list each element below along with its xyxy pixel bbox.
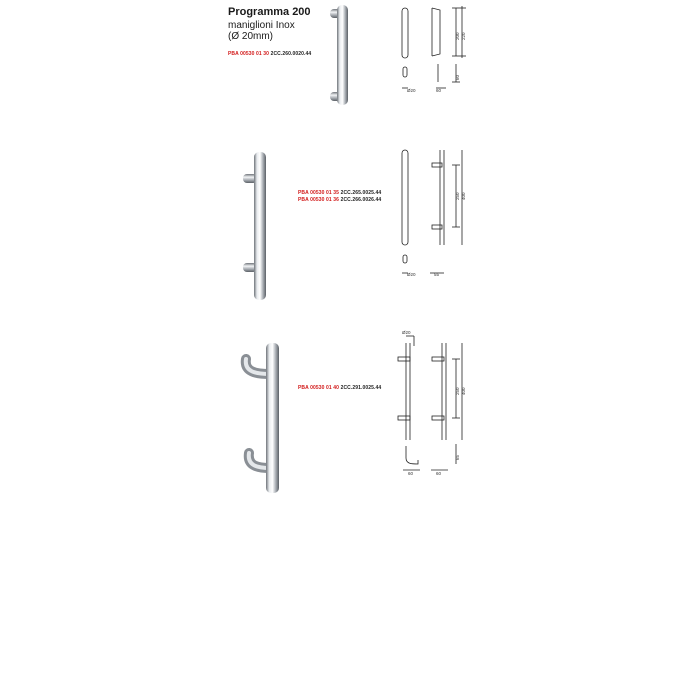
handle-bar <box>266 343 279 493</box>
dim-c: 65 <box>455 454 460 460</box>
dim-projection: 55 <box>434 272 440 277</box>
handle-bar <box>254 152 266 300</box>
article-code: 2CC.266.0026.44 <box>340 197 382 203</box>
dim-a: 250 <box>455 387 460 395</box>
handle-photo-1 <box>330 5 348 105</box>
dim-a: 200 <box>455 32 460 40</box>
handle-photo-2 <box>243 152 266 300</box>
order-code: PBA 00530 01 30 <box>228 51 270 57</box>
dim-c: 60 <box>455 74 460 80</box>
order-code: PBA 00530 01 36 <box>298 197 340 203</box>
subtitle-line-2: (Ø 20mm) <box>228 31 273 42</box>
order-code: PBA 00530 01 40 <box>298 385 340 391</box>
dim-projection-front: 60 <box>408 471 414 476</box>
handle-bar <box>337 5 348 105</box>
dim-projection: 60 <box>436 88 442 93</box>
dim-projection-side: 60 <box>436 471 442 476</box>
article-code: 2CC.265.0025.44 <box>340 190 382 196</box>
handle-photo-3 <box>246 343 279 493</box>
page-title: Programma 200 <box>228 6 311 18</box>
order-code: PBA 00530 01 35 <box>298 190 340 196</box>
article-code: 2CC.291.0025.44 <box>340 385 382 391</box>
dim-diameter: Ø20 <box>407 88 416 93</box>
dim-a: 250 <box>455 192 460 200</box>
dim-diameter: Ø20 <box>402 330 411 335</box>
subtitle-line-1: maniglioni Inox <box>228 20 295 31</box>
article-code: 2CC.260.0020.44 <box>270 51 312 57</box>
dim-diameter: Ø20 <box>407 272 416 277</box>
dim-b: 400 <box>461 192 466 200</box>
dim-b: 400 <box>461 387 466 395</box>
dim-b: 220 <box>461 32 466 40</box>
